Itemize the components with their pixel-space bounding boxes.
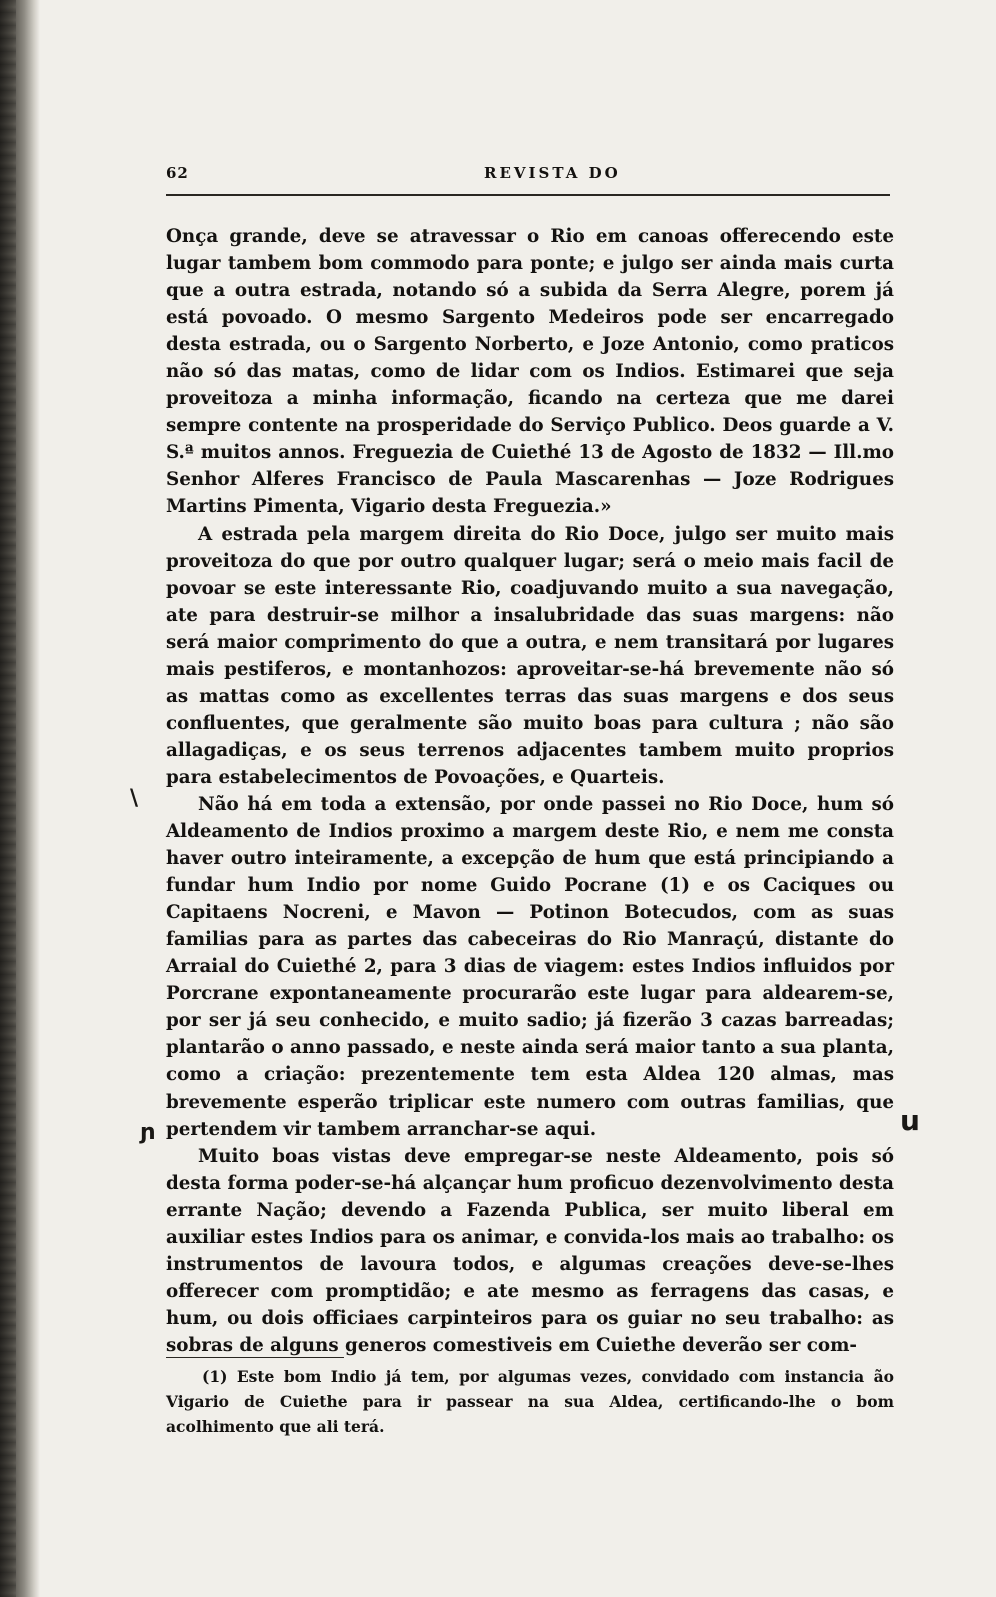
margin-mark: u: [900, 1104, 920, 1137]
margin-mark: ɲ: [140, 1120, 156, 1145]
running-head: REVISTA DO: [484, 164, 621, 182]
page-number: 62: [166, 164, 189, 182]
paragraph-3: Não há em toda a extensão, por onde passei no Rio Doce, hum só Aldeamento de Indios proximo a margem deste Rio, e nem me consta haver outro inteiramente, a excepção de hum que está principiando a fundar hum Indio por nome Guido Pocrane (1) e os Caciques ou Capitaens Nocreni, e Mavon — Potinon Botecudos, com as suas familias para as partes das cabeceiras do Rio Manraçú, distante do Arraial do Cuiethé 2, para 3 dias de viagem: estes Indios influidos por Porcrane expontaneamente procurarão este lugar para aldearem-se, por ser já seu conhecido, e muito sadio; já fizerão 3 cazas barreadas; plantarão o anno passado, e neste ainda será maior tanto a sua planta, como a criação: prezentemente tem esta Aldea 120 almas, mas brevemente esperão triplicar este numero com outras familias, que pertendem vir tambem arranchar-se aqui.: [166, 793, 894, 1140]
footnote-text: (1) Este bom Indio já tem, por algumas vezes, convidado com instancia ão Vigario de Cuiethe para ir passear na sua Aldea, certificando-lhe o bom acolhimento que ali terá.: [166, 1367, 894, 1436]
body-text: [166, 223, 894, 1359]
paragraph-2: A estrada pela margem direita do Rio Doce, julgo ser muito mais proveitoza do que por outro qualquer lugar; será o meio mais facil de povoar se este interessante Rio, coadjuvando muito a sua navegação, ate para destruir-se milhor a insalubridade das suas margens: não será maior comprimento do que a outra, e nem transitará por lugares mais pestiferos, e montanhozos: aproveitar-se-há brevemente não só as mattas como as excellentes terras das suas margens e dos seus confluentes, que geralmente são muito boas para cultura ; não são allagadiças, e os seus terrenos adjacentes tambem muito proprios para estabelecimentos de Povoações, e Quarteis.: [166, 523, 894, 788]
margin-mark: \: [130, 786, 139, 811]
footnote: [166, 1364, 894, 1439]
page-header: [166, 164, 890, 186]
paragraph-4: Muito boas vistas deve empregar-se neste Aldeamento, pois só desta forma poder-se-há alçançar hum proficuo dezenvolvimento desta errante Nação; devendo a Fazenda Publica, ser muito liberal em auxiliar estes Indios para os animar, e convida-los mais ao trabalho: os instrumentos de lavoura todos, e algumas creações deve-se-lhes offerecer com promptidão; e ate mesmo as ferragens das casas, e hum, ou dois officiaes carpinteiros para os guiar no seu trabalho: as sobras de alguns generos comestiveis em Cuiethe deverão ser com-: [166, 1145, 894, 1356]
paragraph-1: Onça grande, deve se atravessar o Rio em canoas offerecendo este lugar tambem bom commodo para ponte; e julgo ser ainda mais curta que a outra estrada, notando só a subida da Serra Alegre, porem já está povoado. O mesmo Sargento Medeiros pode ser encarregado desta estrada, ou o Sargento Norberto, e Joze Antonio, como praticos não só das matas, como de lidar com os Indios. Estimarei que seja proveitoza a minha informação, ficando na certeza que me darei sempre contente na prosperidade do Serviço Publico. Deos guarde a V. S.ª muitos annos. Freguezia de Cuiethé 13 de Agosto de 1832 — Ill.mo Senhor Alferes Francisco de Paula Mascarenhas — Joze Rodrigues Martins Pimenta, Vigario desta Freguezia.»: [166, 226, 894, 518]
header-rule: [166, 194, 890, 196]
footnote-rule: [166, 1357, 344, 1358]
scan-binding-edge: [0, 0, 40, 1597]
